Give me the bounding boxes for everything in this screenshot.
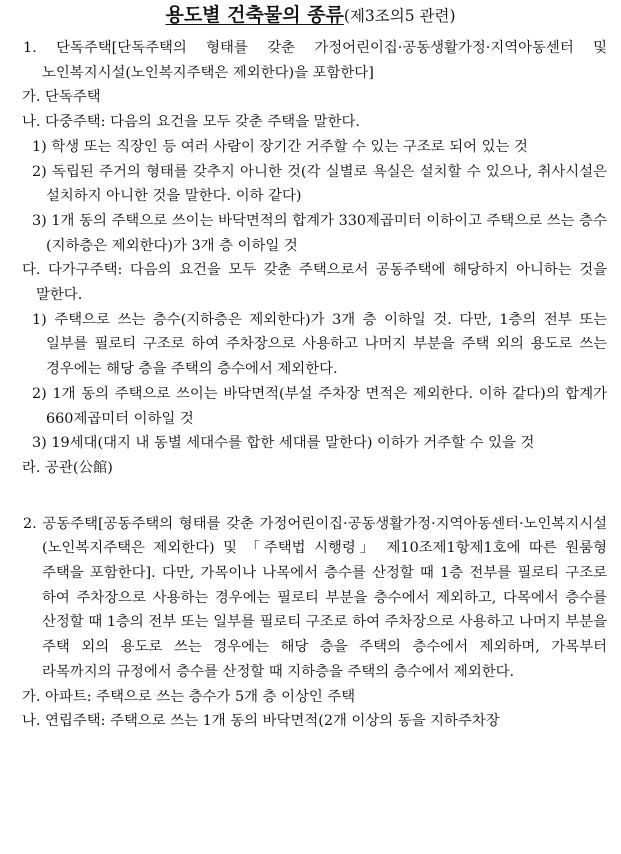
title-subtitle: (제3조의5 관련) (343, 7, 456, 25)
item-na-2: 2) 독립된 주거의 형태를 갖추지 아니한 것(각 실별로 욕실은 설치할 수 있으나, 취사시설은 설치하지 아니한 것을 말한다. 이하 같다) (32, 163, 607, 205)
item-da-1: 1) 주택으로 쓰는 층수(지하층은 제외한다)가 3개 층 이하일 것. 다만, 1층의 전부 또는 일부를 필로티 구조로 하여 주차장으로 사용하고 나머지 부분을 주택 외의 용도로 쓰는 경우에는 해당 층을 주택의 층수에서 제외한다. (32, 311, 607, 378)
section-2-multi-family-housing (14, 512, 607, 734)
item-na: 나. 연립주택: 주택으로 쓰는 1개 동의 바닥면적(2개 이상의 동을 지하주차장 (22, 713, 500, 730)
item-ra: 라. 공관(公館) (22, 459, 113, 476)
item-da-2: 2) 1개 동의 주택으로 쓰이는 바닥면적(부설 주차장 면적은 제외한다. 이하 같다)의 합계가 660제곱미터 이하일 것 (32, 385, 607, 427)
section-1-heading: 1. 단독주택[단독주택의 형태를 갖춘 가정어린이집·공동생활가정·지역아동센터 및 노인복지시설(노인복지주택은 제외한다)을 포함한다] (23, 40, 607, 81)
section-2-heading: 2. 공동주택[공동주택의 형태를 갖춘 가정어린이집·공동생활가정·지역아동센터·노인복지시설(노인복지주택은 제외한다) 및 「주택법 시행령」 제10조제1항제1호에 따른 원룸형 주택을 포함한다]. 다만, 가목이나 나목에서 층수를 산정할 때 1층 전부를 필로티 구조로 하여 주차장으로 사용하는 경우에는 필로티 부분을 층수에서 제외하고, 다목에서 층수를 산정할 때 1층의 전부 또는 일부를 필로티 구조로 하여 주차장으로 사용하고 나머지 부분을 주택 외의 용도로 쓰는 경우에는 해당 층을 주택의 층수에서 제외하며, 가목부터 라목까지의 규정에서 층수를 산정할 때 지하층을 주택의 층수에서 제외한다. (23, 515, 607, 680)
section-1-single-family-housing (14, 36, 607, 481)
item-ga: 가. 아파트: 주택으로 쓰는 층수가 5개 층 이상인 주택 (22, 688, 356, 705)
document-page (0, 2, 621, 854)
item-na: 나. 다중주택: 다음의 요건을 모두 갖춘 주택을 말한다. (22, 114, 360, 131)
item-na-1: 1) 학생 또는 직장인 등 여러 사람이 장기간 거주할 수 있는 구조로 되어 있는 것 (32, 138, 528, 155)
item-da-3: 3) 19세대(대지 내 동별 세대수를 합한 세대를 말한다) 이하가 거주할 수 있을 것 (32, 435, 535, 452)
document-title (14, 2, 607, 32)
section-spacer (14, 481, 607, 508)
item-na-3: 3) 1개 동의 주택으로 쓰이는 바닥면적의 합계가 330제곱미터 이하이고 주택으로 쓰는 층수(지하층은 제외한다)가 3개 층 이하일 것 (32, 212, 607, 254)
title-main: 용도별 건축물의 종류 (165, 4, 344, 26)
item-da: 다. 다가구주택: 다음의 요건을 모두 갖춘 주택으로서 공동주택에 해당하지 아니하는 것을 말한다. (22, 262, 607, 304)
item-ga: 가. 단독주택 (22, 89, 101, 106)
